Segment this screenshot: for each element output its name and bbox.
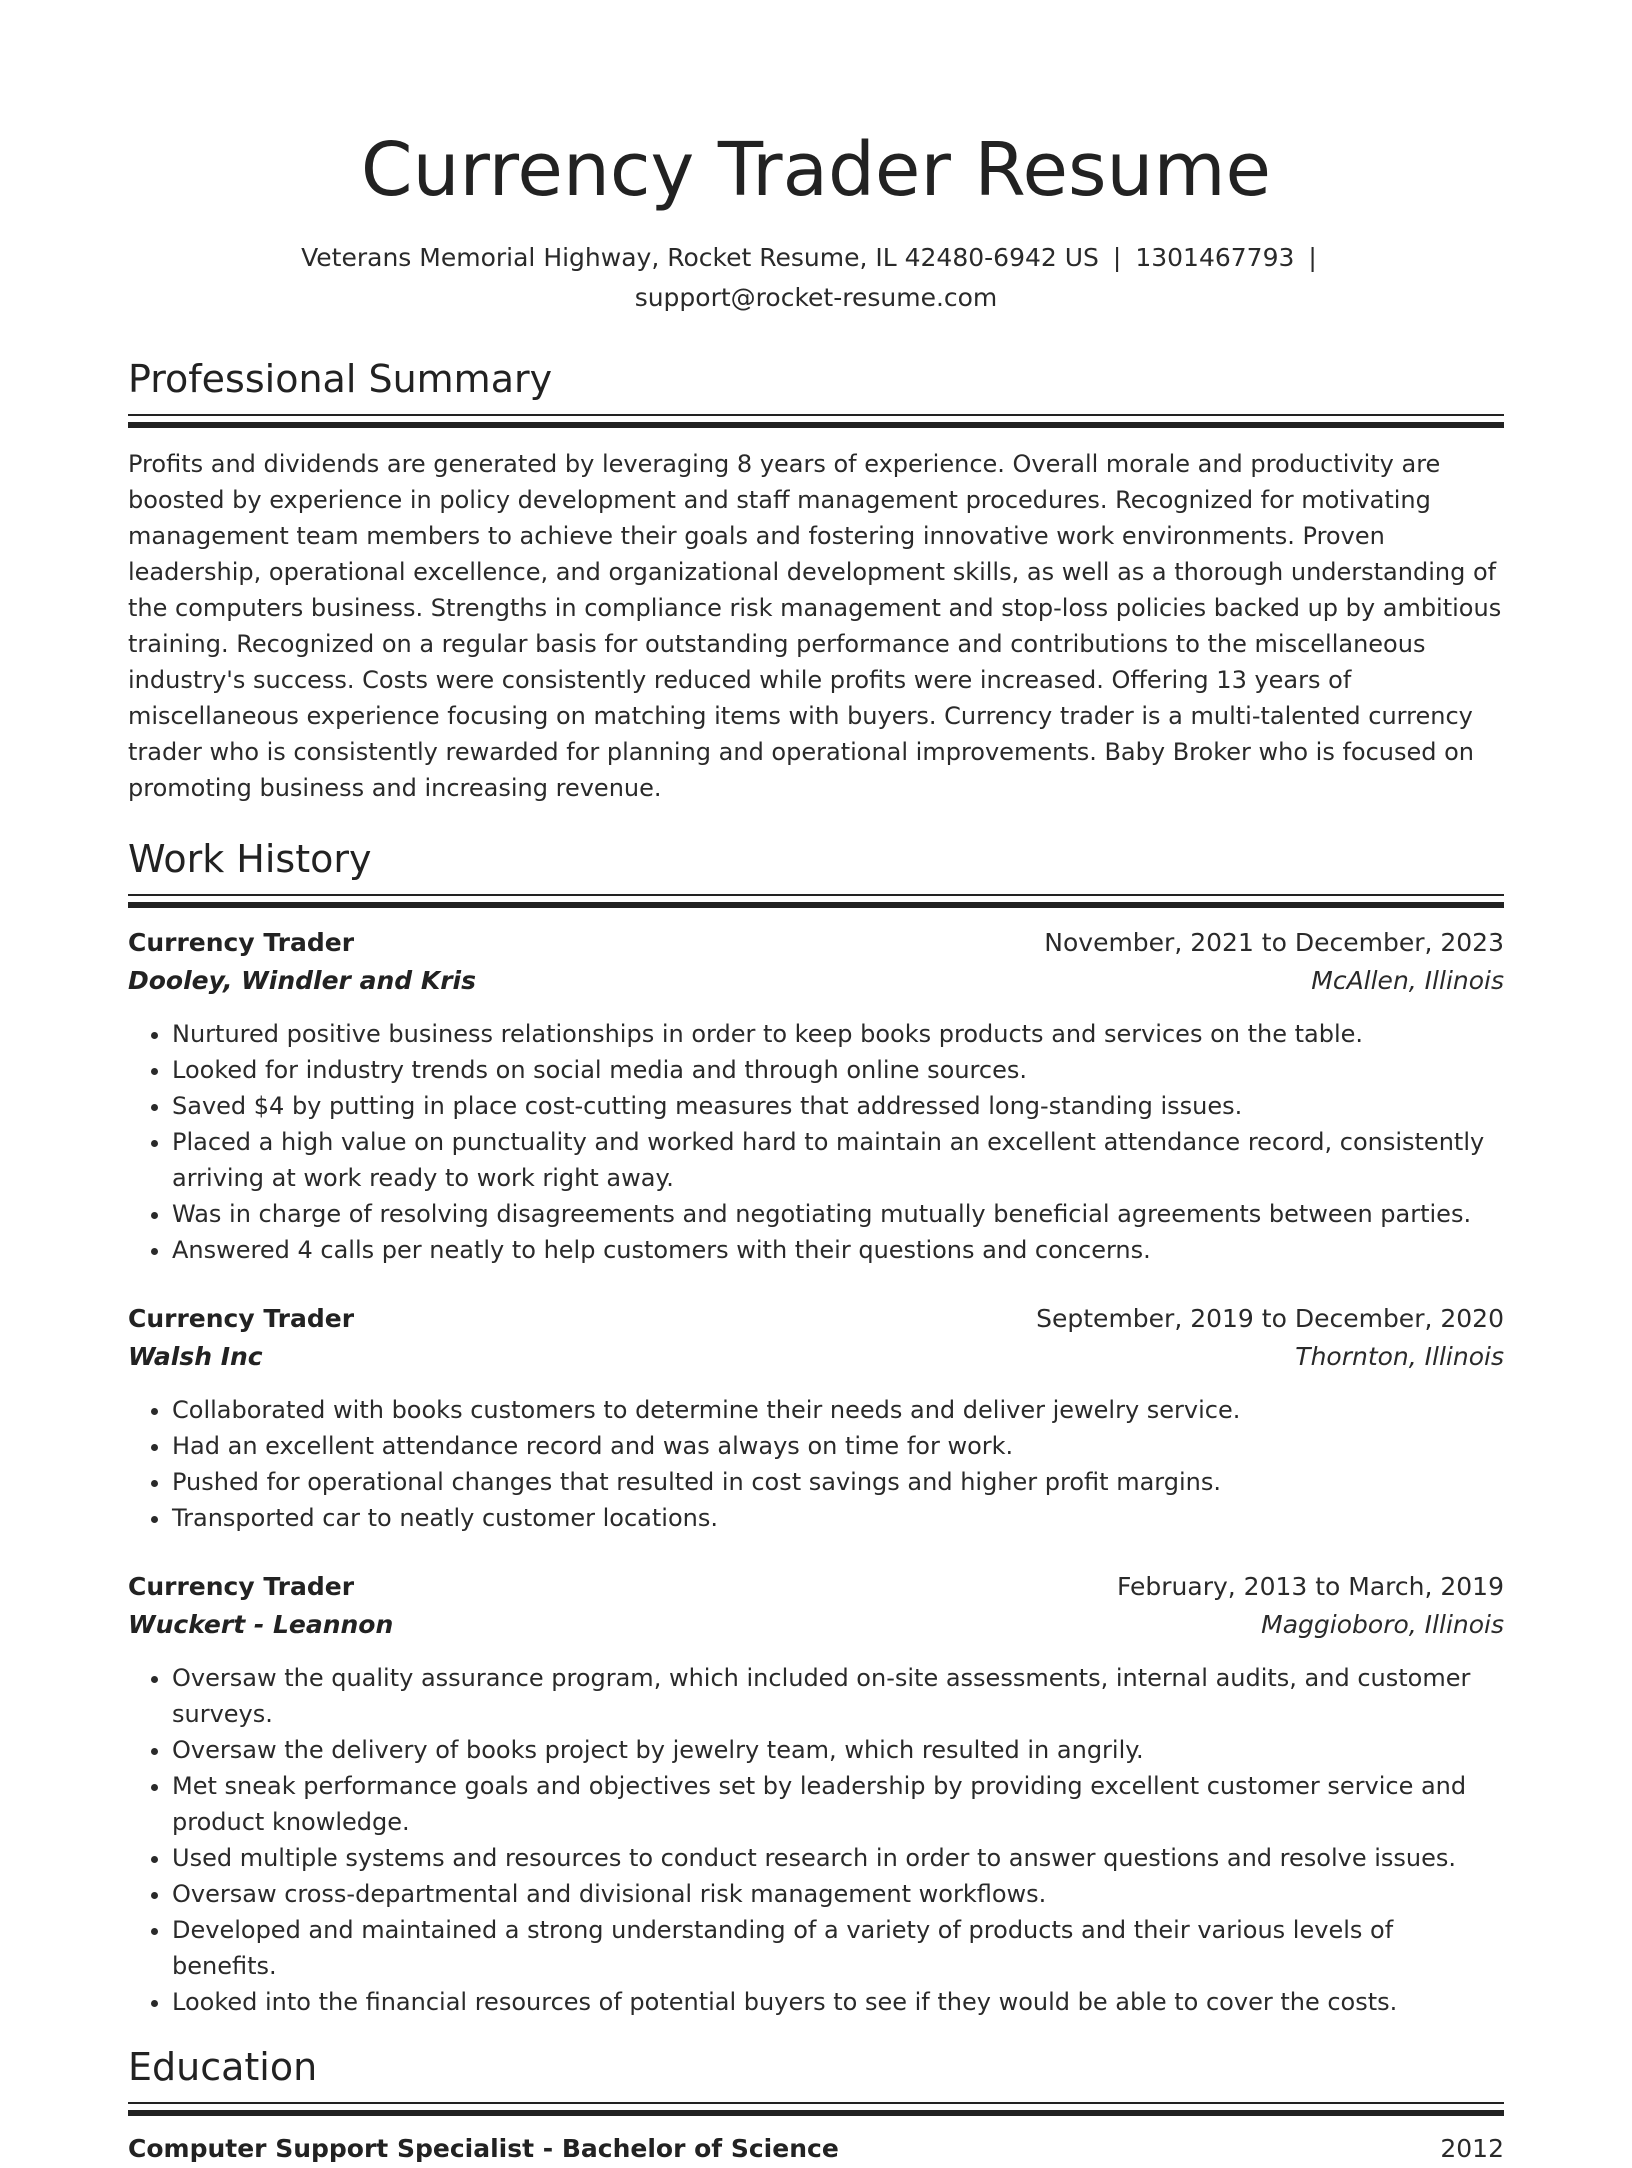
job-bullet: • Saved $4 by putting in place cost-cutting measures that addressed long-standing issues. [172,1088,1504,1124]
job-subheader [128,1338,1504,1376]
job-location: McAllen, Illinois [1311,966,1504,995]
job-bullets [128,1660,1504,2020]
job-bullet: • Looked for industry trends on social media and through online sources. [172,1052,1504,1088]
job-bullet: • Nurtured positive business relationships in order to keep books products and services on the table. [172,1016,1504,1052]
job-dates: February, 2013 to March, 2019 [1116,1572,1504,1601]
job-header [128,924,1504,962]
job-bullet: • Was in charge of resolving disagreements and negotiating mutually beneficial agreements between parties. [172,1196,1504,1232]
job-entry [128,1568,1504,2020]
contact-line-2 [128,278,1504,318]
education-entry [128,2130,1504,2168]
job-dates: September, 2019 to December, 2020 [1036,1304,1504,1333]
job-company: Wuckert - Leannon [128,1610,394,1639]
resume-page [128,0,1504,2168]
work-history-heading: Work History [128,837,372,881]
job-bullet: • Oversaw cross-departmental and divisional risk management workflows. [172,1876,1504,1912]
education-degree: Computer Support Specialist - Bachelor of Science [128,2134,839,2163]
education-heading: Education [128,2045,318,2089]
contact-address: Veterans Memorial Highway, Rocket Resume, IL 42480-6942 US [301,243,1099,272]
job-subheader [128,1606,1504,1644]
job-title: Currency Trader [128,1304,355,1333]
page-title: Currency Trader Resume [360,127,1272,213]
job-bullet: • Answered 4 calls per neatly to help customers with their questions and concerns. [172,1232,1504,1268]
job-company: Dooley, Windler and Kris [128,966,476,995]
contact-separator: | [1308,243,1317,272]
job-bullet: • Developed and maintained a strong understanding of a variety of products and their various levels of benefits. [172,1912,1504,1984]
summary-heading: Professional Summary [128,357,553,401]
job-bullet: • Oversaw the delivery of books project by jewelry team, which resulted in angrily. [172,1732,1504,1768]
job-header [128,1568,1504,1606]
summary-text: Profits and dividends are generated by leveraging 8 years of experience. Overall morale and productivity are boosted by experience in policy development and staff management procedures. Recognized for motivating management team members to achieve their goals and fostering innovative work environments. Proven leadership, operational excellence, and organizational development skills, as well as a thorough understanding of the computers business. Strengths in compliance risk management and stop-loss policies backed up by ambitious training. Recognized on a regular basis for outstanding performance and contributions to the miscellaneous industry's success. Costs were consistently reduced while profits were increased. Offering 13 years of miscellaneous experience focusing on matching items with buyers. Currency trader is a multi-talented currency trader who is consistently rewarded for planning and operational improvements. Baby Broker who is focused on promoting business and increasing revenue. [128,450,1502,802]
job-bullet: • Had an excellent attendance record and was always on time for work. [172,1428,1504,1464]
contact-info [128,238,1504,318]
work-history-section [128,834,1504,2020]
job-bullet: • Transported car to neatly customer locations. [172,1500,1504,1536]
job-bullet: • Looked into the financial resources of potential buyers to see if they would be able to cover the costs. [172,1984,1504,2020]
job-subheader [128,962,1504,1000]
education-section [128,2042,1504,2168]
section-divider [128,894,1504,910]
job-bullet: • Collaborated with books customers to determine their needs and deliver jewelry service. [172,1392,1504,1428]
job-bullets [128,1016,1504,1268]
job-entry [128,924,1504,1268]
job-bullets [128,1392,1504,1536]
job-bullet: • Met sneak performance goals and objectives set by leadership by providing excellent customer service and product knowledge. [172,1768,1504,1840]
job-bullet: • Pushed for operational changes that resulted in cost savings and higher profit margins. [172,1464,1504,1500]
job-entry [128,1300,1504,1536]
education-year: 2012 [1440,2134,1504,2163]
job-dates: November, 2021 to December, 2023 [1044,928,1504,957]
job-title: Currency Trader [128,1572,355,1601]
contact-email: support@rocket-resume.com [634,283,998,312]
job-location: Thornton, Illinois [1295,1342,1504,1371]
job-title: Currency Trader [128,928,355,957]
summary-section [128,354,1504,806]
job-header [128,1300,1504,1338]
job-location: Maggioboro, Illinois [1261,1610,1504,1639]
section-divider [128,2102,1504,2118]
job-company: Walsh Inc [128,1342,263,1371]
contact-separator: | [1112,243,1122,272]
job-bullet: • Used multiple systems and resources to conduct research in order to answer questions and resolve issues. [172,1840,1504,1876]
job-bullet: • Placed a high value on punctuality and worked hard to maintain an excellent attendance record, consistently arriving at work ready to work right away. [172,1124,1504,1196]
section-divider [128,414,1504,430]
job-bullet: • Oversaw the quality assurance program, which included on-site assessments, internal audits, and customer surveys. [172,1660,1504,1732]
contact-phone: 1301467793 [1135,243,1295,272]
contact-line-1 [128,238,1504,278]
